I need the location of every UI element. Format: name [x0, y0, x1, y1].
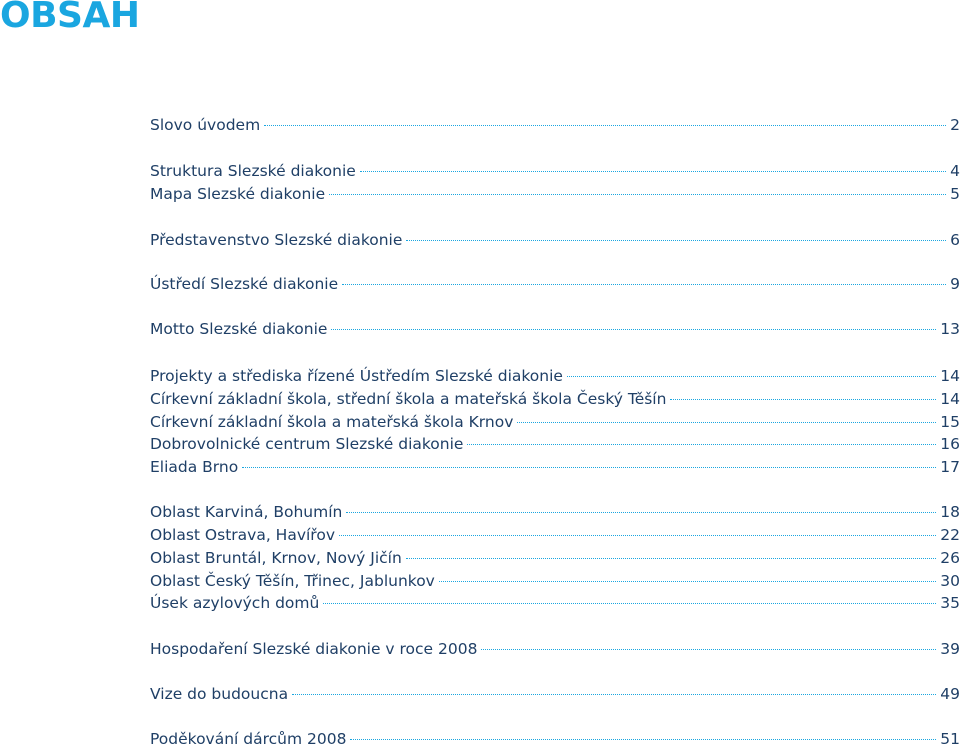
toc-entry-label: Mapa Slezské diakonie [150, 185, 326, 203]
toc-entry[interactable] [150, 727, 960, 751]
toc-entry[interactable] [150, 432, 960, 456]
toc-entry-page: 2 [950, 116, 960, 134]
toc-entry[interactable] [150, 113, 960, 137]
toc-entry-label: Slovo úvodem [150, 116, 261, 134]
toc-entry-page: 30 [940, 572, 960, 590]
toc-entry-page: 14 [940, 390, 960, 408]
toc-entry-label: Církevní základní škola, střední škola a mateřská škola Český Těšín [150, 390, 667, 408]
toc-entry-page: 49 [940, 685, 960, 703]
toc-entry-page: 5 [950, 185, 960, 203]
toc-entry-page: 18 [940, 503, 960, 521]
toc-entry-page: 22 [940, 526, 960, 544]
table-of-contents [150, 0, 960, 747]
toc-entry-page: 17 [940, 458, 960, 476]
toc-entry[interactable] [150, 272, 960, 296]
toc-entry[interactable] [150, 364, 960, 388]
toc-entry[interactable] [150, 569, 960, 593]
toc-entry-page: 14 [940, 367, 960, 385]
toc-dot-leader [406, 240, 946, 241]
toc-entry-label: Struktura Slezské diakonie [150, 162, 356, 180]
toc-entry-label: Vize do budoucna [150, 685, 289, 703]
toc-entry-label: Oblast Český Těšín, Třinec, Jablunkov [150, 572, 435, 590]
toc-dot-leader [360, 171, 946, 172]
toc-entry-label: Ústředí Slezské diakonie [150, 275, 339, 293]
toc-entry[interactable] [150, 500, 960, 524]
toc-entry-page: 35 [940, 594, 960, 612]
toc-entry-label: Úsek azylových domů [150, 594, 320, 612]
toc-dot-leader [242, 467, 936, 468]
toc-dot-leader [342, 284, 946, 285]
toc-entry[interactable] [150, 637, 960, 661]
toc-entry-page: 51 [940, 730, 960, 748]
toc-entry-label: Oblast Ostrava, Havířov [150, 526, 335, 544]
toc-entry-label: Představenstvo Slezské diakonie [150, 231, 403, 249]
toc-dot-leader [481, 649, 936, 650]
toc-entry[interactable] [150, 387, 960, 411]
toc-dot-leader [670, 399, 936, 400]
toc-dot-leader [331, 329, 936, 330]
toc-dot-leader [339, 535, 936, 536]
toc-entry[interactable] [150, 317, 960, 341]
toc-entry[interactable] [150, 455, 960, 479]
toc-entry-label: Oblast Bruntál, Krnov, Nový Jičín [150, 549, 402, 567]
toc-entry-page: 6 [950, 231, 960, 249]
toc-dot-leader [406, 558, 936, 559]
toc-entry-label: Projekty a střediska řízené Ústředím Slezské diakonie [150, 367, 563, 385]
toc-entry[interactable] [150, 228, 960, 252]
toc-entry[interactable] [150, 546, 960, 570]
toc-dot-leader [517, 422, 936, 423]
toc-entry-page: 4 [950, 162, 960, 180]
toc-entry-label: Dobrovolnické centrum Slezské diakonie [150, 435, 464, 453]
toc-dot-leader [439, 581, 936, 582]
toc-entry-page: 13 [940, 320, 960, 338]
toc-dot-leader [264, 125, 946, 126]
page-title: OBSAH [0, 0, 140, 36]
toc-entry[interactable] [150, 682, 960, 706]
toc-entry-page: 39 [940, 640, 960, 658]
toc-dot-leader [292, 694, 936, 695]
toc-entry-label: Hospodaření Slezské diakonie v roce 2008 [150, 640, 478, 658]
toc-entry[interactable] [150, 591, 960, 615]
toc-entry[interactable] [150, 182, 960, 206]
toc-entry[interactable] [150, 523, 960, 547]
toc-entry-label: Motto Slezské diakonie [150, 320, 328, 338]
toc-entry-page: 9 [950, 275, 960, 293]
toc-entry-label: Poděkování dárcům 2008 [150, 730, 347, 748]
toc-dot-leader [467, 444, 936, 445]
toc-entry[interactable] [150, 159, 960, 183]
toc-entry-page: 26 [940, 549, 960, 567]
toc-dot-leader [346, 512, 936, 513]
toc-dot-leader [323, 603, 936, 604]
toc-entry-label: Církevní základní škola a mateřská škola Krnov [150, 413, 514, 431]
toc-dot-leader [567, 376, 936, 377]
toc-dot-leader [329, 194, 946, 195]
toc-dot-leader [350, 739, 936, 740]
toc-entry[interactable] [150, 410, 960, 434]
toc-entry-label: Oblast Karviná, Bohumín [150, 503, 343, 521]
toc-entry-page: 16 [940, 435, 960, 453]
toc-entry-label: Eliada Brno [150, 458, 239, 476]
toc-entry-page: 15 [940, 413, 960, 431]
